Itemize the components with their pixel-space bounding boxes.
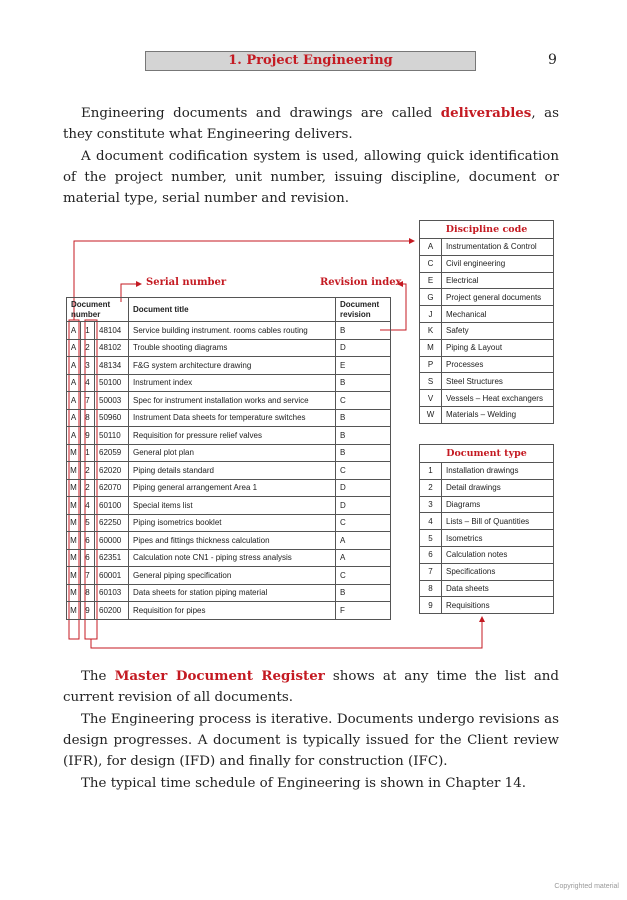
table-row [67,479,391,497]
code-cell: K [420,322,442,339]
table-row [67,444,391,462]
revision-cell: C [336,567,391,585]
list-item [420,463,554,480]
list-item [420,356,554,373]
code-cell: P [420,356,442,373]
unit-cell: 4 [81,374,95,392]
discipline-cell: M [67,584,81,602]
revision-cell: B [336,409,391,427]
unit-cell: 1 [81,322,95,340]
serial-cell: 60100 [95,497,129,515]
code-cell: 9 [420,597,442,614]
serial-cell: 60001 [95,567,129,585]
code-cell: J [420,306,442,323]
unit-cell: 6 [81,549,95,567]
unit-cell: 1 [81,444,95,462]
discipline-cell: A [67,339,81,357]
discipline-cell: M [67,567,81,585]
serial-cell: 60000 [95,532,129,550]
unit-cell: 7 [81,567,95,585]
description-cell: Processes [442,356,554,373]
description-cell: Materials – Welding [442,406,554,423]
discipline-cell: A [67,427,81,445]
revision-cell: B [336,374,391,392]
discipline-cell: A [67,374,81,392]
description-cell: Diagrams [442,496,554,513]
title-cell: Pipes and fittings thickness calculation [129,532,336,550]
document-type-table [419,444,554,614]
title-cell: Data sheets for station piping material [129,584,336,602]
discipline-cell: M [67,444,81,462]
code-cell: 1 [420,463,442,480]
discipline-cell: M [67,479,81,497]
description-cell: Specifications [442,563,554,580]
table-row [67,514,391,532]
list-item [420,597,554,614]
page-number: 9 [548,52,557,68]
register-header-row [67,298,391,322]
revision-cell: D [336,339,391,357]
code-cell: W [420,406,442,423]
discipline-cell: A [67,392,81,410]
revision-cell: C [336,514,391,532]
serial-cell: 48102 [95,339,129,357]
unit-cell: 7 [81,392,95,410]
unit-cell: 2 [81,462,95,480]
discipline-cell: M [67,497,81,515]
list-item [420,255,554,272]
schedule-paragraph: The typical time schedule of Engineering is shown in Chapter 14. [81,776,526,791]
description-cell: Installation drawings [442,463,554,480]
document-register-table [66,297,391,620]
serial-cell: 62070 [95,479,129,497]
title-cell: Piping general arrangement Area 1 [129,479,336,497]
unit-cell: 4 [81,497,95,515]
code-cell: C [420,255,442,272]
description-cell: Piping & Layout [442,339,554,356]
revision-cell: A [336,532,391,550]
revision-cell: E [336,357,391,375]
title-cell: Piping isometrics booklet [129,514,336,532]
code-cell: E [420,272,442,289]
serial-cell: 60200 [95,602,129,620]
title-cell: Requisition for pipes [129,602,336,620]
list-item [420,373,554,390]
intro-paragraph-2: A document codification system is used, allowing quick identification of the project number, unit number, issuing discipline, document or material type, serial number and revision. [63,149,559,206]
copyright-notice: Copyrighted material [554,883,619,890]
table-row [67,357,391,375]
list-item [420,563,554,580]
discipline-cell: A [67,357,81,375]
revision-index-label: Revision index [320,277,402,288]
master-document-register-term: Master Document Register [114,668,325,684]
intro-paragraph-1: Engineering documents and drawings are called deliverables, as they constitute what Engineering delivers. [63,105,559,142]
unit-cell: 2 [81,339,95,357]
code-cell: G [420,289,442,306]
unit-cell: 9 [81,427,95,445]
code-cell: 2 [420,479,442,496]
description-cell: Project general documents [442,289,554,306]
doc-title-header: Document title [129,298,336,322]
list-item [420,272,554,289]
serial-cell: 48104 [95,322,129,340]
serial-number-label: Serial number [146,277,227,288]
code-cell: 4 [420,513,442,530]
title-cell: General piping specification [129,567,336,585]
unit-cell: 8 [81,409,95,427]
discipline-cell: A [67,322,81,340]
deliverables-term: deliverables [440,105,532,121]
title-cell: Special items list [129,497,336,515]
serial-cell: 50003 [95,392,129,410]
code-cell: V [420,390,442,407]
discipline-code-title: Discipline code [420,221,554,239]
list-item [420,580,554,597]
list-item [420,513,554,530]
chapter-title: 1. Project Engineering [145,51,476,71]
revision-cell: A [336,549,391,567]
code-cell: M [420,339,442,356]
code-cell: 5 [420,530,442,547]
unit-cell: 9 [81,602,95,620]
revision-cell: D [336,497,391,515]
title-cell: Instrument index [129,374,336,392]
description-cell: Detail drawings [442,479,554,496]
code-cell: 8 [420,580,442,597]
description-cell: Data sheets [442,580,554,597]
description-cell: Steel Structures [442,373,554,390]
description-cell: Electrical [442,272,554,289]
list-item [420,306,554,323]
title-cell: Calculation note CN1 - piping stress analysis [129,549,336,567]
revision-cell: B [336,584,391,602]
title-cell: F&G system architecture drawing [129,357,336,375]
serial-cell: 50100 [95,374,129,392]
table-row [67,322,391,340]
table-row [67,374,391,392]
unit-cell: 8 [81,584,95,602]
serial-cell: 48134 [95,357,129,375]
description-cell: Mechanical [442,306,554,323]
document-type-title: Document type [420,445,554,463]
description-cell: Requisitions [442,597,554,614]
discipline-cell: M [67,532,81,550]
table-row [67,392,391,410]
serial-cell: 50960 [95,409,129,427]
list-item [420,339,554,356]
serial-cell: 62059 [95,444,129,462]
description-cell: Safety [442,322,554,339]
discipline-cell: M [67,549,81,567]
list-item [420,239,554,256]
revision-cell: B [336,322,391,340]
code-cell: 3 [420,496,442,513]
discipline-code-table [419,220,554,424]
table-row [67,602,391,620]
code-cell: A [420,239,442,256]
title-cell: Spec for instrument installation works and service [129,392,336,410]
table-row [67,409,391,427]
code-cell: 7 [420,563,442,580]
discipline-cell: A [67,409,81,427]
list-item [420,546,554,563]
table-row [67,567,391,585]
serial-cell: 62351 [95,549,129,567]
description-cell: Vessels – Heat exchangers [442,390,554,407]
title-cell: Piping details standard [129,462,336,480]
list-item [420,530,554,547]
serial-cell: 50110 [95,427,129,445]
title-cell: Requisition for pressure relief valves [129,427,336,445]
doc-revision-header: Document revision [336,298,391,322]
revision-cell: D [336,479,391,497]
title-cell: Service building instrument. rooms cables routing [129,322,336,340]
doc-number-header: Document number [67,298,129,322]
code-cell: 6 [420,546,442,563]
serial-cell: 62020 [95,462,129,480]
discipline-cell: M [67,462,81,480]
title-cell: Trouble shooting diagrams [129,339,336,357]
list-item [420,322,554,339]
revision-cell: C [336,462,391,480]
revision-cell: F [336,602,391,620]
list-item [420,479,554,496]
list-item [420,496,554,513]
discipline-cell: M [67,602,81,620]
table-row [67,339,391,357]
title-cell: Instrument Data sheets for temperature switches [129,409,336,427]
list-item [420,289,554,306]
description-cell: Lists – Bill of Quantities [442,513,554,530]
table-row [67,497,391,515]
unit-cell: 5 [81,514,95,532]
description-cell: Civil engineering [442,255,554,272]
register-paragraph: The Master Document Register shows at any time the list and current revision of all documents. [63,668,559,705]
revision-cell: B [336,427,391,445]
table-row [67,427,391,445]
table-row [67,584,391,602]
unit-cell: 3 [81,357,95,375]
code-cell: S [420,373,442,390]
unit-cell: 2 [81,479,95,497]
description-cell: Instrumentation & Control [442,239,554,256]
serial-cell: 60103 [95,584,129,602]
table-row [67,462,391,480]
table-row [67,532,391,550]
title-cell: General plot plan [129,444,336,462]
revision-paragraph: The Engineering process is iterative. Documents undergo revisions as design progresses. A document is typically issued for the Client review (IFR), for design (IFD) and finally for construction (IFC). [63,712,559,769]
revision-cell: C [336,392,391,410]
serial-cell: 62250 [95,514,129,532]
table-row [67,549,391,567]
unit-cell: 6 [81,532,95,550]
list-item [420,406,554,423]
discipline-cell: M [67,514,81,532]
list-item [420,390,554,407]
description-cell: Calculation notes [442,546,554,563]
revision-cell: B [336,444,391,462]
description-cell: Isometrics [442,530,554,547]
